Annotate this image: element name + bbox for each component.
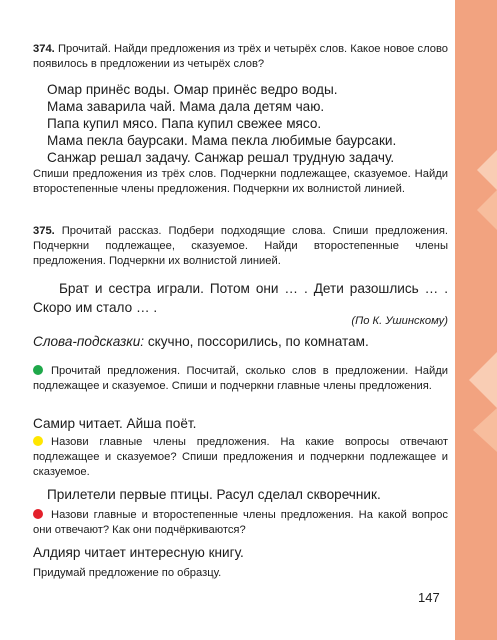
red-task-example: Алдияр читает интересную книгу.	[33, 545, 244, 560]
sentence-line: Мама заварила чай. Мама дала детям чаю.	[47, 99, 325, 114]
sentence-line: Мама пекла баурсаки. Мама пекла любимые баурсаки.	[47, 133, 397, 148]
task-374-instruction	[33, 42, 448, 72]
task-number: 374.	[33, 43, 55, 55]
hint-words	[33, 333, 448, 350]
task-text: Прочитай. Найди предложения из трёх и четырёх слов. Какое новое слово появилось в предложении из четырёх слов?	[33, 43, 448, 70]
hint-label: Слова-подсказки:	[33, 334, 145, 349]
red-task-instruction	[33, 508, 448, 538]
hint-list: скучно, поссорились, по комнатам.	[144, 334, 369, 349]
story-source: (По К. Ушинскому)	[351, 315, 448, 327]
green-level-dot-icon	[33, 365, 43, 375]
yellow-task-instruction	[33, 435, 448, 480]
green-task-instruction	[33, 364, 448, 394]
task-text: Назови главные члены предложения. На какие вопросы отвечают подлежащее и сказуемое? Спиши предложения и подчеркни подлежащее и сказуемое.	[33, 436, 448, 478]
sentence-line: Санжар решал задачу. Санжар решал трудную задачу.	[47, 150, 395, 165]
sentence-line: Омар принёс воды. Омар принёс ведро воды.	[47, 82, 338, 97]
story-text: Брат и сестра играли. Потом они … . Дети разошлись … . Скоро им стало … .	[33, 281, 448, 315]
sentence-line: Папа купил мясо. Папа купил свежее мясо.	[47, 116, 322, 131]
yellow-level-dot-icon	[33, 436, 43, 446]
green-task-example: Самир читает. Айша поёт.	[33, 416, 197, 431]
task-text: Назови главные и второстепенные члены предложения. На какой вопрос они отвечают? Как они подчёркиваются?	[33, 509, 448, 536]
task-375-instruction	[33, 224, 448, 269]
task-374-follow-up: Спиши предложения из трёх слов. Подчеркни подлежащее, сказуемое. Найди второстепенные члены предложения. Подчеркни их волнистой линией.	[33, 168, 448, 195]
page-number: 147	[418, 590, 440, 605]
red-task-follow-up: Придумай предложение по образцу.	[33, 567, 222, 579]
task-number: 375.	[33, 225, 55, 237]
task-text: Прочитай рассказ. Подбери подходящие слова. Спиши предложения. Подчеркни подлежащее, сказуемое. Найди второстепенные члены предложения. Подчеркни их волнистой линией.	[33, 225, 449, 267]
yellow-task-example: Прилетели первые птицы. Расул сделал скворечник.	[47, 487, 381, 502]
task-374-sentences	[47, 81, 462, 166]
task-text: Прочитай предложения. Посчитай, сколько слов в предложении. Найди подлежащее и сказуемое. Спиши и подчеркни главные члены предложения.	[33, 365, 448, 392]
red-level-dot-icon	[33, 509, 43, 519]
